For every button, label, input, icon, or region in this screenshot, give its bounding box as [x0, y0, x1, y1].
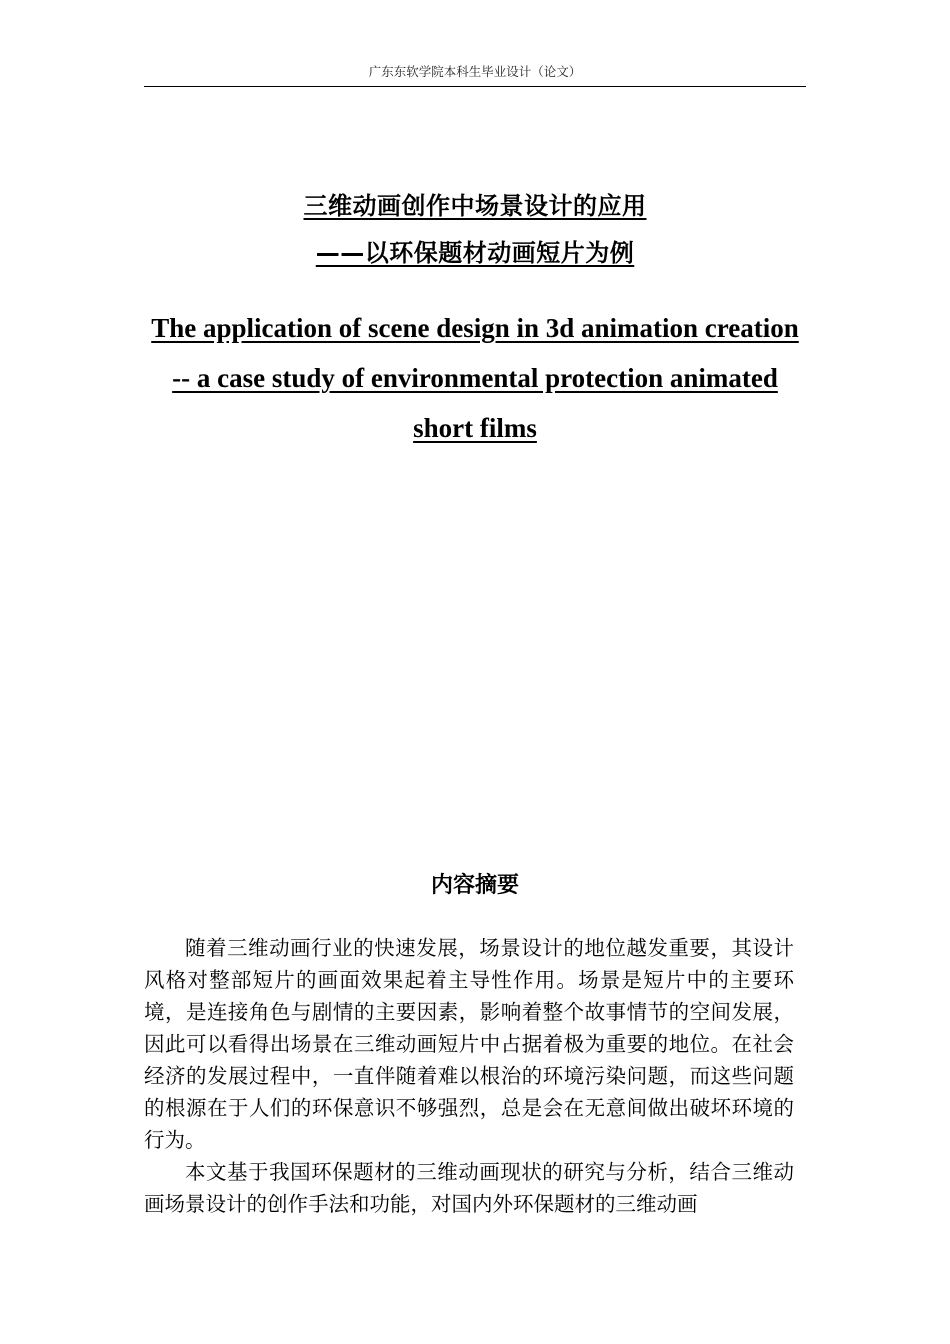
- english-title: The application of scene design in 3d animation creation -- a case study of environmental protection animated short films: [151, 313, 799, 443]
- abstract-heading: 内容摘要: [430, 873, 519, 898]
- abstract-paragraph: 本文基于我国环保题材的三维动画现状的研究与分析，结合三维动画场景设计的创作手法和功能，对国内外环保题材的三维动画: [144, 1160, 794, 1216]
- abstract-paragraph: 随着三维动画行业的快速发展，场景设计的地位越发重要，其设计风格对整部短片的画面效果起着主导性作用。场景是短片中的主要环境，是连接角色与剧情的主要因素，影响着整个故事情节的空间发展，因此可以看得出场景在三维动画短片中占据着极为重要的地位。在社会经济的发展过程中，一直伴随着难以根治的环境污染问题，而这些问题的根源在于人们的环保意识不够强烈，总是会在无意间做出破坏环境的行为。: [144, 936, 794, 1152]
- page-header: 广东东软学院本科生毕业设计（论文）: [144, 62, 806, 87]
- chinese-title-line1: 三维动画创作中场景设计的应用: [303, 192, 647, 220]
- chinese-title-line2: ——以环保题材动画短片为例: [315, 239, 635, 267]
- abstract-body: [144, 932, 794, 1220]
